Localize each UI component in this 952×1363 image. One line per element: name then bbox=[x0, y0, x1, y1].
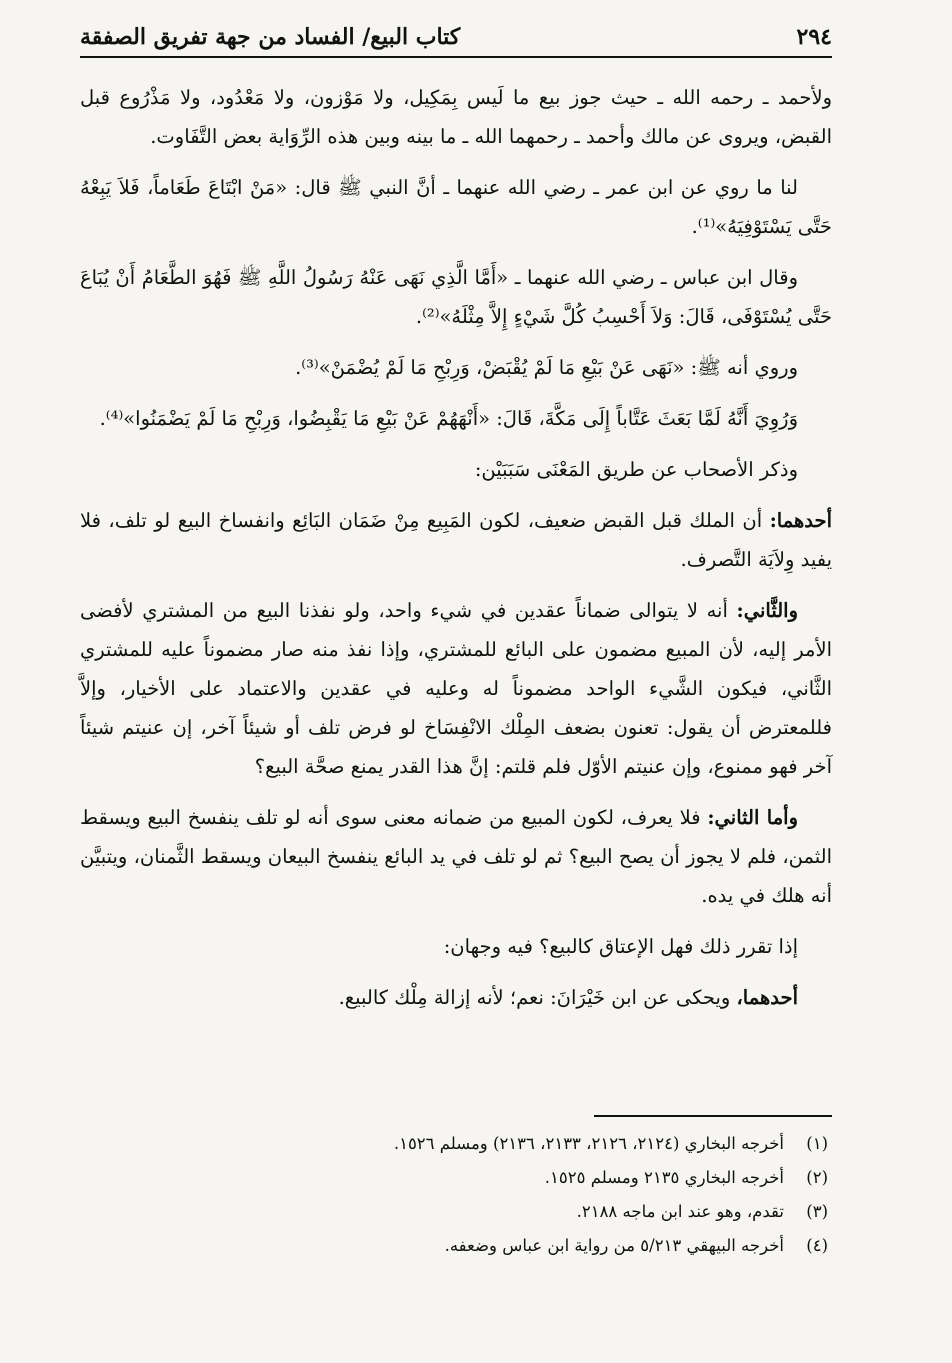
paragraph-11: أحدهما، ويحكى عن ابن خَيْرَانَ: نعم؛ لأنه إزالة مِلْك كالبيع. bbox=[338, 986, 798, 1009]
paragraph-4: وروي أنه ﷺ: «نَهَى عَنْ بَيْعِ مَا لَمْ يُقْبَضْ، وَرِبْحِ مَا لَمْ يُضْمَنْ»⁽³⁾. bbox=[295, 356, 798, 379]
footnote-divider bbox=[594, 1115, 832, 1117]
footnote-3 bbox=[80, 1195, 832, 1229]
footnote-4 bbox=[80, 1229, 832, 1263]
main-text bbox=[80, 78, 832, 1029]
paragraph-2: لنا ما روي عن ابن عمر ـ رضي الله عنهما ـ أنَّ النبي ﷺ قال: «مَنْ ابْتَاعَ طَعَاماً، فَلاَ يَبِعْهُ حَتَّى يَسْتَوْفِيَهُ»⁽¹⁾. bbox=[80, 176, 832, 238]
footnote-number: (٤) bbox=[806, 1236, 828, 1255]
footnote-number: (٣) bbox=[806, 1202, 828, 1221]
page-header bbox=[80, 18, 832, 58]
paragraph-10: إذا تقرر ذلك فهل الإعتاق كالبيع؟ فيه وجهان: bbox=[443, 935, 798, 958]
paragraph-8: والثَّاني: أنه لا يتوالى ضماناً عقدين في شيء واحد، ولو نفذنا البيع من المشتري لأفضى الأمر إليه، لأن المبيع مضمون على البائع للمشتري، وإذا نفذ منه صار مضموناً عليه للمشتري الثَّاني، فيكون الشَّيء الواحد مضموناً له وعليه في عقدين والاعتماد على الأخيار، وإلاَّ فللمعترض أن يقول: تعنون بضعف المِلْك الانْفِسَاخ لو فرض تلف أو شيئاً آخر، إن عنيتم شيئاً آخر فهو ممنوع، وإن عنيتم الأوّل فلم قلتم: إنَّ هذا القدر يمنع صحَّة البيع؟ bbox=[80, 599, 832, 778]
paragraph-7: أحدهما: أن الملك قبل القبض ضعيف، لكون المَبِيع مِنْ ضَمَان البَائِع وانفساخ البيع لو تلف، فلا يفيد وِلاَيَة التَّصرف. bbox=[80, 509, 832, 571]
page-number: ٢٩٤ bbox=[796, 24, 832, 50]
footnote-1 bbox=[80, 1127, 832, 1161]
footnote-text: أخرجه البيهقي ٥/٢١٣ من رواية ابن عباس وضعفه. bbox=[444, 1236, 784, 1255]
footnotes bbox=[80, 1127, 832, 1263]
running-title: كتاب البيع/ الفساد من جهة تفريق الصفقة bbox=[80, 24, 461, 50]
footnote-number: (١) bbox=[806, 1134, 828, 1153]
footnote-number: (٢) bbox=[806, 1168, 828, 1187]
paragraph-9: وأما الثاني: فلا يعرف، لكون المبيع من ضمانه معنى سوى أنه لو تلف ينفسخ البيع ويسقط الثمن، فلم لا يجوز أن يصح البيع؟ ثم لو تلف في يد البائع ينفسخ البيعان ويسقط الثَّمنان، ويتبيَّن أنه هلك في يده. bbox=[80, 806, 832, 907]
footnote-text: أخرجه البخاري ٢١٣٥ ومسلم ١٥٢٥. bbox=[544, 1168, 784, 1187]
footnote-text: أخرجه البخاري (٢١٢٤، ٢١٢٦، ٢١٣٣، ٢١٣٦) ومسلم ١٥٢٦. bbox=[393, 1134, 784, 1153]
footnote-text: تقدم، وهو عند ابن ماجه ٢١٨٨. bbox=[576, 1202, 784, 1221]
paragraph-6: وذكر الأصحاب عن طريق المَعْنَى سَبَبَيْن: bbox=[474, 458, 798, 481]
paragraph-3: وقال ابن عباس ـ رضي الله عنهما ـ «أَمَّا الَّذِي نَهَى عَنْهُ رَسُولُ اللَّهِ ﷺ فَهُوَ الطَّعَامُ أَنْ يُبَاعَ حَتَّى يُسْتَوْفَى، قَالَ: وَلاَ أَحْسِبُ كُلَّ شَيْءٍ إِلاَّ مِثْلَهُ»⁽²⁾. bbox=[80, 266, 832, 328]
paragraph-5: وَرُوِيَ أَنَّهُ لَمَّا بَعَثَ عَتَّاباً إِلَى مَكَّةَ، قَالَ: «أَنْهَهُمْ عَنْ بَيْعِ مَا يَقْبِضُوا، وَرِبْحِ مَا لَمْ يَضْمَنُوا»⁽⁴⁾. bbox=[99, 407, 798, 430]
paragraph-1: ولأحمد ـ رحمه الله ـ حيث جوز بيع ما لَيس بِمَكِيل، ولا مَوْزون، ولا مَعْدُود، ولا مَذْرُوع قبل القبض، ويروى عن مالك وأحمد ـ رحمهما الله ـ ما بينه وبين هذه الرِّوَاية بعض التَّفَاوت. bbox=[80, 86, 832, 148]
footnote-2 bbox=[80, 1161, 832, 1195]
